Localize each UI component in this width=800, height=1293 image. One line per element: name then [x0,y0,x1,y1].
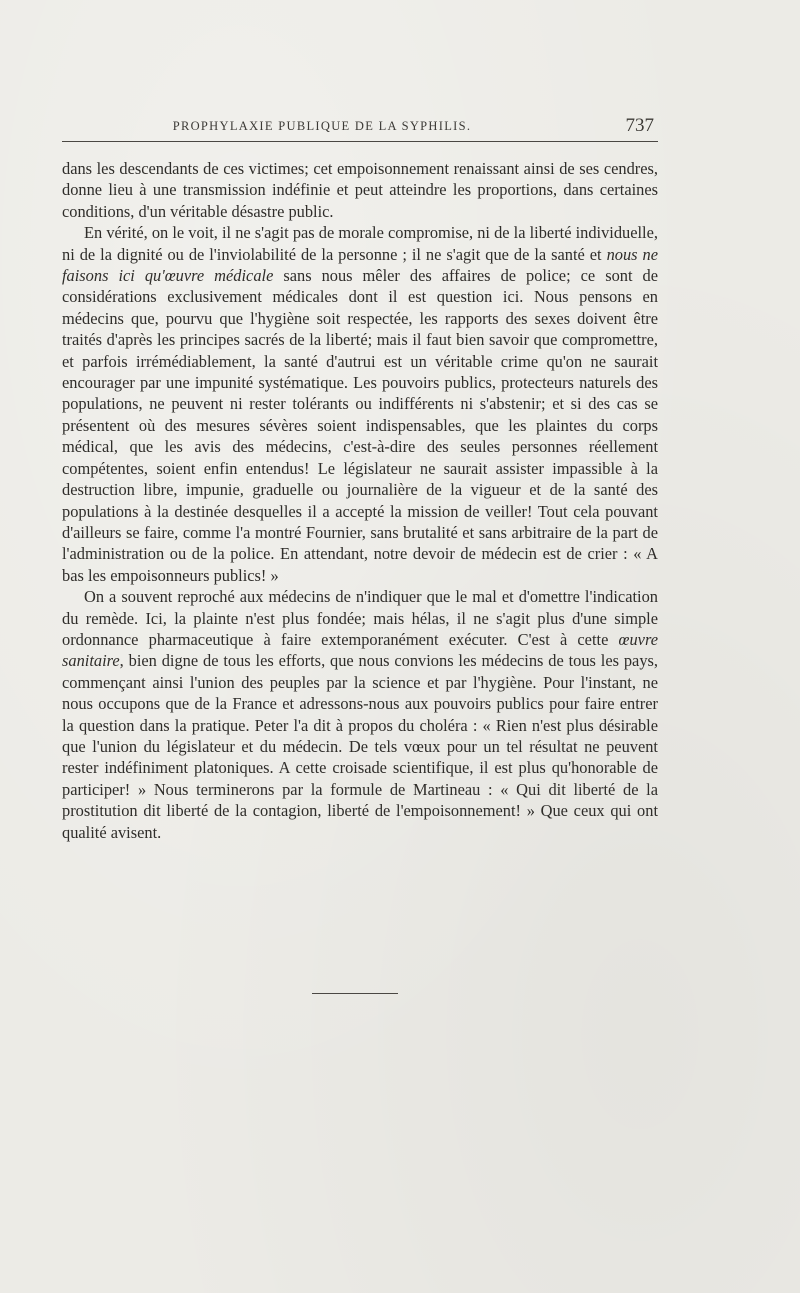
paragraph-2-text-b: sans nous mêler des affaires de police; ce sont de considérations exclusivement médicales dont il est question ici. Nous pensons en médecins que, pourvu que l'hygiène soit respectée, les rapports des sexes doivent être traités d'après les principes sacrés de la liberté; mais il faut bien savoir que compromettre, et parfois irrémédiablement, la santé d'autrui est un véritable crime qu'on ne saurait encourager par une impunité systématique. Les pouvoirs publics, protecteurs naturels des populations, ne peuvent ni rester tolérants ou indifférents ni s'abstenir; et si des cas se présentent où des mesures sévères soient indispensables, que les plaintes du corps médical, que les avis des médecins, c'est-à-dire des seules personnes réellement compétentes, soient enfin entendus! Le législateur ne saurait assister impassible à la destruction libre, impunie, graduelle ou journalière de la vigueur et de la santé des populations à la destinée desquelles il a accepté la mission de veiller! Tout cela pouvant d'ailleurs se faire, comme l'a montré Fournier, sans brutalité et sans arbitraire de la part de l'administration ou de la police. En attendant, notre devoir de médecin est de crier : « A bas les empoisonneurs publics! » [62,266,658,585]
paragraph-3-text-a: On a souvent reproché aux médecins de n'indiquer que le mal et d'omettre l'indication du remède. Ici, la plainte n'est plus fondée; mais hélas, il ne s'agit plus d'une simple ordonnance pharmaceutique à faire extemporanément exécuter. C'est à cette [62,587,658,649]
running-header [62,117,658,142]
paragraph-1 [62,158,658,222]
body-text [62,158,658,843]
paragraph-3 [62,586,658,843]
paragraph-3-italic: œuvre sanitaire [62,629,658,671]
paragraph-1-text: dans les descendants de ces victimes; cet empoisonnement renaissant ainsi de ses cendres, donne lieu à une transmission indéfinie et peut atteindre les proportions, dans certaines conditions, d'un véritable désastre public. [62,159,658,221]
page-number: 737 [625,115,654,136]
paragraph-2-text-a: En vérité, on le voit, il ne s'agit pas de morale compromise, ni de la liberté individuelle, ni de la dignité ou de l'inviolabilité de la personne ; il ne s'agit que de la santé et [62,223,658,264]
paragraph-2-italic: nous ne faisons ici qu'œuvre médicale [62,244,658,286]
paragraph-2 [62,222,658,586]
closing-rule [312,993,398,994]
paragraph-3-text-b: , bien digne de tous les efforts, que nous convions les médecins de tous les pays, commençant ainsi l'union des peuples par la science et par l'hygiène. Pour l'instant, ne nous occupons que de la France et adressons-nous aux pouvoirs publics pour faire entrer la question dans la pratique. Peter l'a dit à propos du choléra : « Rien n'est plus désirable que l'union du législateur et du médecin. De tels vœux pour un tel résultat ne peuvent rester indéfiniment platoniques. A cette croisade scientifique, il est plus qu'honorable de participer! » Nous terminerons par la formule de Martineau : « Qui dit liberté de la prostitution dit liberté de la contagion, liberté de l'empoisonnement! » Que ceux qui ont qualité avisent. [62,651,658,842]
running-title: PROPHYLAXIE PUBLIQUE DE LA SYPHILIS. [172,119,472,133]
